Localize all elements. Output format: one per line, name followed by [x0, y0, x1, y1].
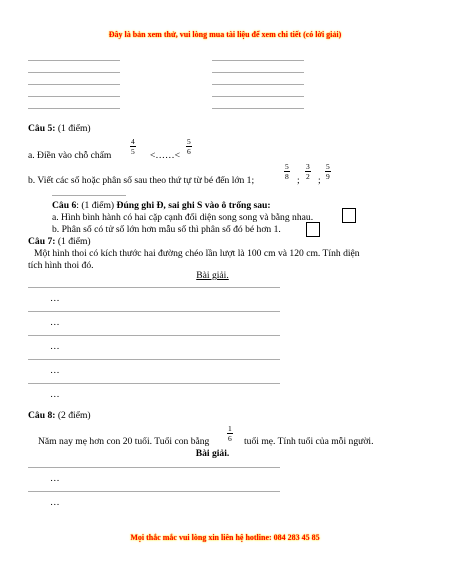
question-6-title: Câu 6: [52, 200, 77, 211]
question-8-text-post: tuổi mẹ. Tính tuổi của mỗi người.: [244, 436, 374, 447]
question-7-line2: tích hình thoi đó.: [28, 260, 94, 271]
question-6-points: : (1 điểm): [76, 200, 115, 211]
question-8-heading: [28, 410, 91, 421]
question-5-points: (1 điểm): [57, 123, 91, 134]
separator: ;: [318, 175, 321, 186]
ellipsis: …: [50, 389, 60, 400]
question-5a-text: a. Điền vào chỗ chấm: [28, 150, 112, 161]
dot-line: ..............................................: [28, 102, 120, 111]
answer-dots: .....................................: [52, 189, 126, 198]
dot-line: ..............................................................................................................................: [28, 353, 280, 362]
dot-line: ..............................................................................................................................: [28, 461, 280, 470]
question-5-heading: [28, 123, 91, 134]
answer-box-6a[interactable]: [342, 208, 356, 223]
fraction-3-2: $\frac{3}{2}$: [306, 162, 310, 181]
header-banner: Đây là bản xem thử, vui lòng mua tài liệu để xem chi tiết (có lời giải): [108, 30, 342, 39]
ellipsis: …: [50, 497, 60, 508]
question-6b-text: b. Phân số có tử số lớn hơn mẫu số thì phân số đó bé hơn 1.: [52, 224, 281, 235]
fraction-4-5: $\frac{4}{5}$: [131, 137, 135, 156]
dot-line: ..............................................................................................................................: [28, 305, 280, 314]
dot-line: ..............................................: [28, 90, 120, 99]
ellipsis: …: [50, 317, 60, 328]
question-6-heading: [52, 200, 271, 211]
question-7-points: (1 điểm): [57, 236, 91, 247]
question-8-text-pre: Năm nay mẹ hơn con 20 tuổi. Tuổi con bằng: [38, 436, 210, 447]
dot-line: ..............................................................................................................................: [28, 377, 280, 386]
dot-line: ..............................................: [212, 102, 304, 111]
dot-line: ..............................................: [28, 78, 120, 87]
fraction-5-9: $\frac{5}{9}$: [326, 162, 330, 181]
dot-line: ..............................................: [28, 66, 120, 75]
ellipsis: …: [50, 341, 60, 352]
ellipsis: …: [50, 365, 60, 376]
separator: ;: [297, 175, 300, 186]
question-5b-text: b. Viết các số hoặc phân số sau theo thứ tự từ bé đến lớn 1;: [28, 175, 255, 186]
question-5-title: Câu 5:: [28, 123, 56, 134]
question-8-points: (2 điểm): [57, 410, 91, 421]
dot-line: ..............................................: [212, 54, 304, 63]
question-6-instruction: Đúng ghi Đ, sai ghi S vào ô trống sau:: [116, 200, 271, 211]
fraction-1-6: $\frac{1}{6}$: [228, 424, 232, 443]
answer-box-6b[interactable]: [306, 222, 320, 237]
question-7-title: Câu 7:: [28, 236, 56, 247]
solution-heading-8: Bài giải.: [195, 448, 230, 459]
question-7-line1: Một hình thoi có kích thước hai đường chéo lần lượt là 100 cm và 120 cm. Tính diện: [34, 248, 360, 259]
dot-line: ..............................................: [212, 66, 304, 75]
dot-line: ..............................................: [212, 90, 304, 99]
question-8-title: Câu 8:: [28, 410, 56, 421]
solution-heading-7: Bài giải.: [196, 270, 229, 281]
dot-line: ..............................................................................................................................: [28, 329, 280, 338]
dot-line: ..............................................................................................................................: [28, 485, 280, 494]
fraction-5-6: $\frac{5}{6}$: [187, 137, 191, 156]
dot-line: ..............................................: [28, 54, 120, 63]
question-7-heading: [28, 236, 91, 247]
fraction-5-8: $\frac{5}{8}$: [285, 162, 289, 181]
ellipsis: …: [50, 473, 60, 484]
question-6a-text: a. Hình bình hành có hai cặp cạnh đối diện song song và bằng nhau.: [52, 212, 314, 223]
dot-line: ..............................................: [212, 78, 304, 87]
ellipsis: …: [50, 293, 60, 304]
question-5a-blank: <……<: [150, 150, 181, 161]
dot-line: ..............................................................................................................................: [28, 281, 280, 290]
footer-banner: Mọi thắc mắc vui lòng xin liên hệ hotline: 084 283 45 85: [130, 533, 320, 542]
